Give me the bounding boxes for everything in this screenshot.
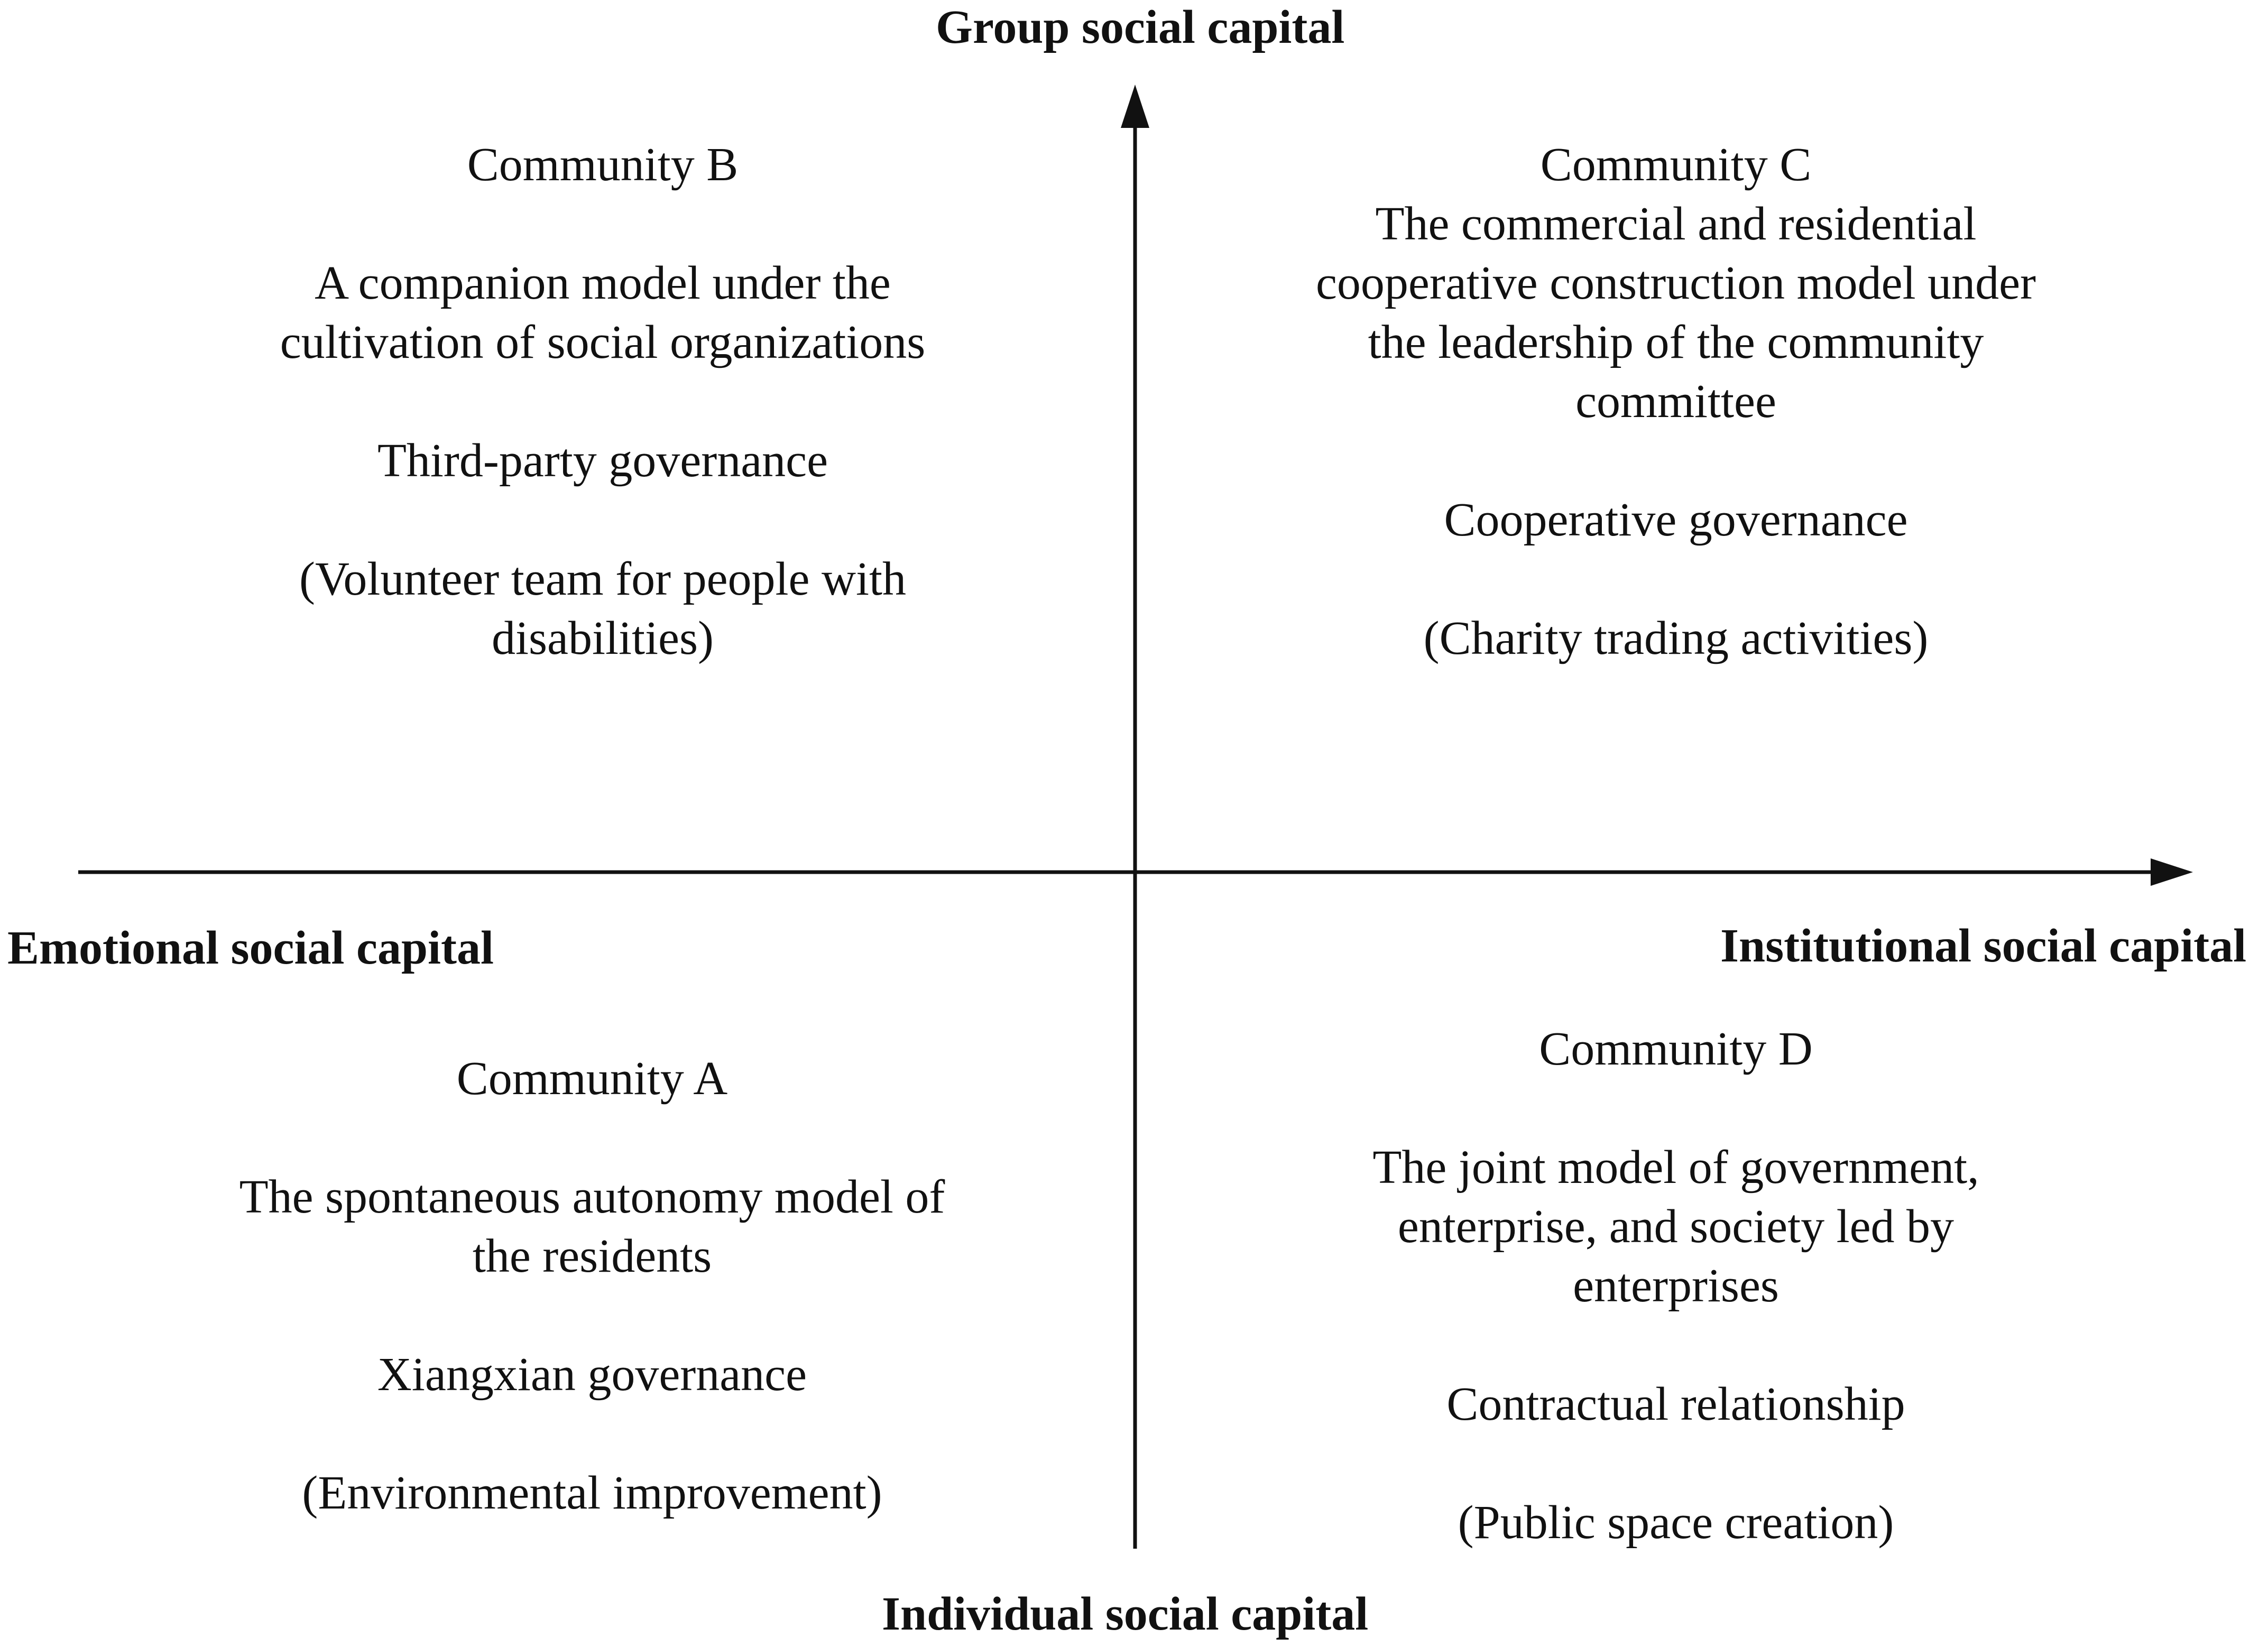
example-line: (Public space creation) [1458, 1496, 1894, 1549]
example-line: (Volunteer team for people with [299, 553, 906, 605]
governance-type: Xiangxian governance [377, 1348, 807, 1401]
model-description-line: enterprises [1573, 1260, 1779, 1312]
quadrant-community-d [1306, 1020, 2046, 1552]
axis-label-top: Group social capital [936, 1, 1345, 53]
model-description-line: the residents [472, 1230, 712, 1282]
community-name: Community C [1540, 138, 1812, 191]
example-line: disabilities) [492, 612, 714, 664]
model-description-line: A companion model under the [315, 257, 891, 309]
axis-label-left: Emotional social capital [7, 922, 494, 974]
vertical-axis-arrowhead [1121, 85, 1149, 128]
governance-type: Third-party governance [377, 434, 828, 487]
quadrant-community-c [1301, 135, 2051, 668]
community-name: Community A [456, 1052, 728, 1105]
model-description-line: The spontaneous autonomy model of [239, 1171, 945, 1223]
community-name: Community D [1539, 1023, 1813, 1075]
governance-type: Contractual relationship [1446, 1378, 1905, 1430]
community-name: Community B [467, 138, 739, 191]
quadrant-community-a [222, 1049, 962, 1523]
example-line: (Charity trading activities) [1423, 612, 1929, 664]
axis-label-right: Institutional social capital [1720, 920, 2247, 972]
axis-label-bottom: Individual social capital [882, 1588, 1369, 1640]
model-description-line: cultivation of social organizations [280, 316, 926, 368]
model-description-line: The commercial and residential [1375, 198, 1977, 250]
model-description-line: committee [1575, 375, 1776, 428]
horizontal-axis-arrowhead [2151, 858, 2193, 886]
model-description-line: enterprise, and society led by [1397, 1200, 1954, 1253]
model-description-line: The joint model of government, [1372, 1141, 1979, 1193]
quadrant-community-b [233, 135, 973, 668]
governance-type: Cooperative governance [1444, 494, 1908, 546]
model-description-line: the leadership of the community [1368, 316, 1984, 368]
model-description-line: cooperative construction model under [1315, 257, 2036, 309]
example-line: (Environmental improvement) [302, 1467, 882, 1519]
